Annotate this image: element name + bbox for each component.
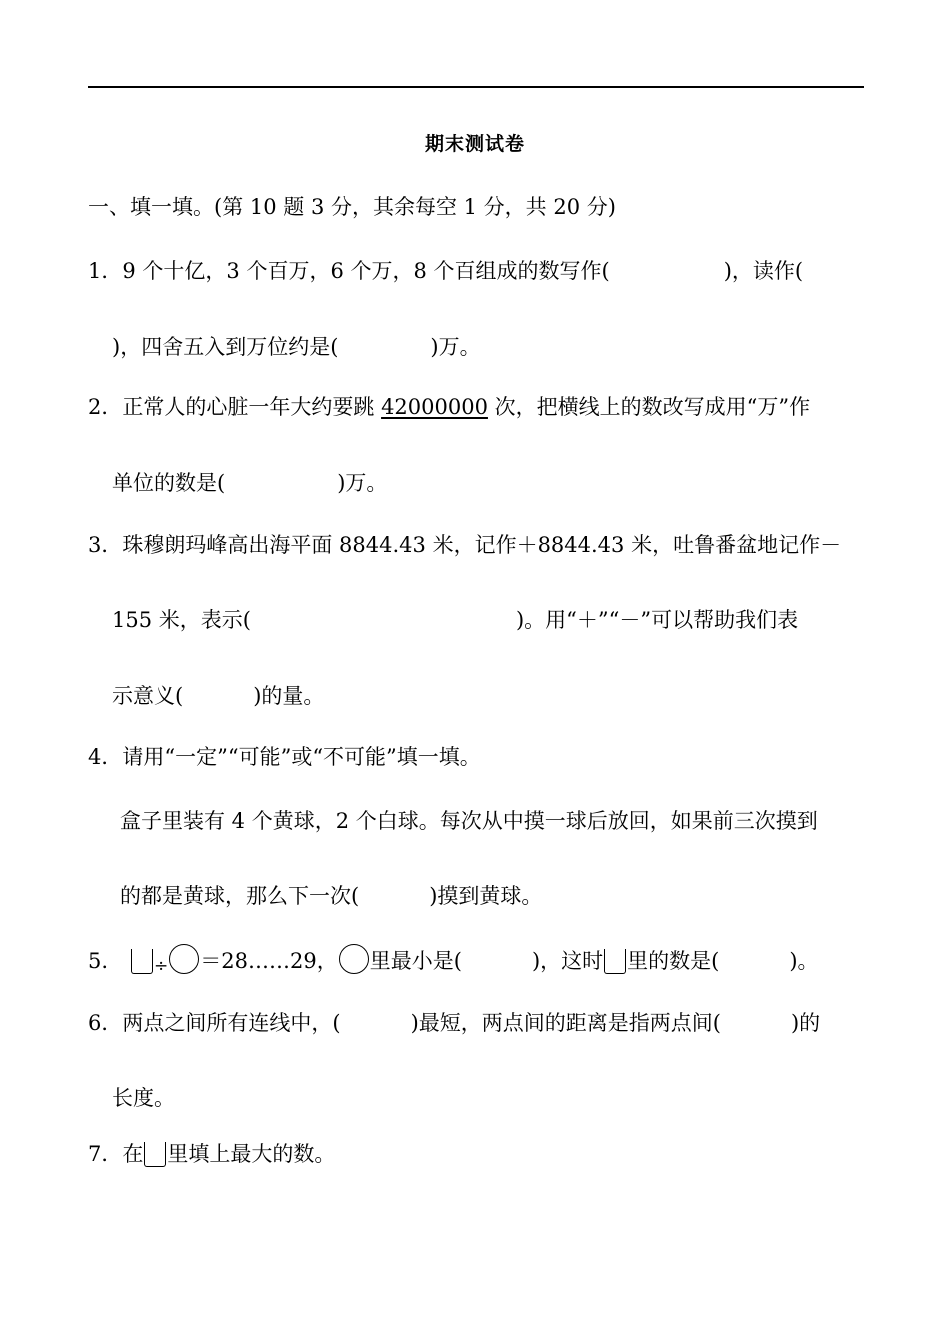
underlined-number: 42000000 — [381, 395, 488, 419]
question-6-line-1: 6．两点之间所有连线中，( )最短，两点间的距离是指两点间( )的 — [88, 1011, 821, 1035]
circle-box-icon[interactable] — [169, 944, 199, 974]
question-5-number: 5. — [88, 949, 109, 973]
question-6-line-2: 长度。 — [112, 1086, 175, 1110]
divide-sign: ÷ — [154, 956, 169, 976]
question-2-number: 2． — [88, 395, 123, 419]
square-box-icon[interactable] — [131, 949, 153, 974]
question-3-line-3: 示意义( )的量。 — [112, 684, 325, 708]
question-1-line-1: 1．9 个十亿，3 个百万，6 个万，8 个百组成的数写作( )，读作( — [88, 259, 804, 283]
question-1-number: 1． — [88, 259, 123, 283]
question-3-line-2: 155 米，表示( )。用“＋”“－”可以帮助我们表 — [112, 608, 799, 632]
question-7-number: 7． — [88, 1142, 123, 1166]
question-7-line-1: 7．在 里填上最大的数。 — [88, 1142, 336, 1166]
question-3-line-1: 3．珠穆朗玛峰高出海平面 8844.43 米，记作＋8844.43 米，吐鲁番盆地记作－ — [88, 533, 842, 557]
question-4-line-3: 的都是黄球，那么下一次( )摸到黄球。 — [120, 884, 543, 908]
page-title: 期末测试卷 — [424, 133, 525, 155]
square-box-icon — [144, 1142, 166, 1167]
question-4-line-1: 4．请用“一定”“可能”或“不可能”填一填。 — [88, 745, 481, 769]
question-5-line-1: 5. ÷ ＝28……29， 里最小是( )，这时 里的数是( )。 — [88, 944, 819, 980]
circle-box-icon — [339, 944, 369, 974]
question-6-number: 6． — [88, 1011, 123, 1035]
header-rule — [88, 86, 864, 88]
question-2-line-2: 单位的数是( )万。 — [112, 471, 388, 495]
question-2-line-1: 2．正常人的心脏一年大约要跳 42000000 次，把横线上的数改写成用“万”作 — [88, 395, 811, 419]
question-4-line-2: 盒子里装有 4 个黄球，2 个白球。每次从中摸一球后放回，如果前三次摸到 — [120, 809, 818, 833]
question-3-number: 3． — [88, 533, 123, 557]
section-heading: 一、填一填。(第 10 题 3 分，其余每空 1 分，共 20 分) — [88, 195, 616, 219]
question-1-line-2: )，四舍五入到万位约是( )万。 — [112, 335, 481, 359]
square-box-icon — [604, 949, 626, 974]
question-4-number: 4． — [88, 745, 123, 769]
